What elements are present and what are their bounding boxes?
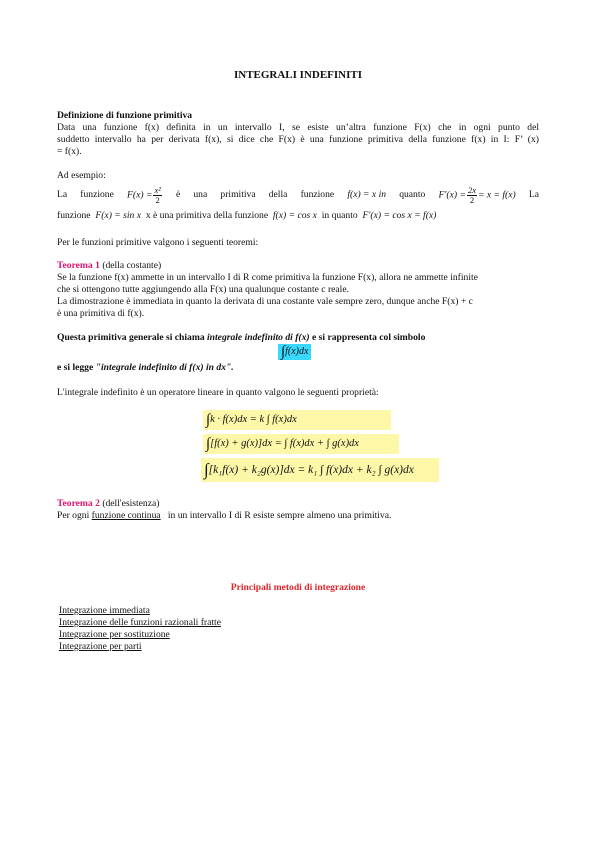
fraction-den: 2 <box>155 194 160 205</box>
integral-sign-icon: ∫ <box>281 344 286 360</box>
formula-3-text: [k₁f(x) + k₂g(x)]dx = k₁ ∫ f(x)dx + k₂ ∫ g(x)dx <box>208 464 414 476</box>
ex-word: quanto <box>399 189 426 201</box>
ex-Fp: F'(x) = cos x = f(x) <box>362 210 437 221</box>
integral-sign-icon: ∫ <box>206 412 211 428</box>
fraction-num: 2x <box>467 184 476 195</box>
theorem-2-label: Teorema 2 <box>57 498 100 509</box>
method-link-by-parts[interactable]: Integrazione per parti <box>59 641 142 652</box>
general-part-2: integrale indefinito di f(x) <box>207 332 310 343</box>
definition-line-2: suddetto intervallo ha per derivata f(x), si dice che F(x) è una funzione primitiva della funzione f(x) in I: F’ (x) <box>57 134 539 145</box>
theorem-1-line-3: La dimostrazione è immediata in quanto la derivata di una costante vale sempre zero, dunque anche F(x) + c <box>57 296 473 307</box>
ex-word: funzione <box>57 210 91 221</box>
ex-word: in quanto <box>321 210 358 221</box>
ex-word: della <box>268 189 288 201</box>
reads-b: "integrale indefinito di f(x) in dx". <box>95 362 234 373</box>
ex-word: funzione <box>300 189 335 201</box>
theorem-2-sub: (dell'esistenza) <box>102 498 160 509</box>
theorem-1-line-2: che si ottengono tutte aggiungendo alla F(x) una qualunque costante c reale. <box>57 284 349 295</box>
theorems-intro: Per le funzioni primitive valgono i seguenti teoremi: <box>57 237 259 248</box>
ex-math <box>127 186 163 205</box>
ex-word: La <box>528 189 539 201</box>
integral-sign-icon: ∫ <box>206 436 211 452</box>
ex-word: x è una primitiva della funzione <box>145 210 269 221</box>
ex-math <box>439 186 516 205</box>
formula-1 <box>203 410 391 430</box>
formula-3 <box>201 458 439 482</box>
theorem-1-line-4: è una primitiva di f(x). <box>57 308 145 319</box>
definition-line-1: Data una funzione f(x) definita in un intervallo I, se esiste un’altra funzione F(x) che in ogni punto del <box>57 122 539 133</box>
general-part-3: e si rappresenta col simbolo <box>309 332 426 343</box>
definition-line-3: = f(x). <box>57 146 82 157</box>
linear-operator-text: L'integrale indefinito è un operatore lineare in quanto valgono le seguenti proprietà: <box>57 387 379 398</box>
integral-symbol: f(x)dx <box>285 346 309 357</box>
example-label: Ad esempio: <box>57 170 106 181</box>
definition-heading: Definizione di funzione primitiva <box>57 110 193 121</box>
ex-eq: = x = f(x) <box>477 189 516 201</box>
reads-a: e si legge <box>57 362 96 373</box>
ex-word: La <box>57 189 68 201</box>
ex-word: una <box>193 189 208 201</box>
method-link-immediate[interactable]: Integrazione immediata <box>59 605 150 616</box>
ex-Fp: F'(x) = <box>438 189 466 201</box>
general-part-1: Questa primitiva generale si chiama <box>57 332 208 343</box>
formula-2-text: [f(x) + g(x)]dx = ∫ f(x)dx + ∫ g(x)dx <box>210 438 359 449</box>
ex-fx: f(x) = x in <box>347 189 387 201</box>
theorem-2-heading <box>57 498 539 510</box>
ex-F: F(x) = sin x <box>95 210 142 221</box>
method-link-rational[interactable]: Integrazione delle funzioni razionali fratte <box>59 617 221 628</box>
fraction-den: 2 <box>469 194 475 205</box>
method-link-substitution[interactable]: Integrazione per sostituzione <box>59 629 170 640</box>
example-row-2 <box>57 210 539 222</box>
fraction <box>467 186 477 205</box>
integral-symbol-box <box>278 344 311 360</box>
formula-1-text: k · f(x)dx = k ∫ f(x)dx <box>210 414 297 425</box>
theorem-1-label: Teorema 1 <box>57 260 100 271</box>
ex-word: primitiva <box>220 189 256 201</box>
theorem-2-line <box>57 510 539 522</box>
page-title: INTEGRALI INDEFINITI <box>233 69 363 81</box>
ex-word: è <box>175 189 181 201</box>
reads-line <box>57 362 539 374</box>
theorem-1-heading <box>57 260 539 272</box>
theorem-1-sub: (della costante) <box>102 260 162 271</box>
ex-fx: f(x) = cos x <box>272 210 317 221</box>
theorem-2-line-b: in un intervallo I di R esiste sempre almeno una primitiva. <box>160 510 392 521</box>
theorem-2-line-a: Per ogni <box>57 510 92 521</box>
integral-sign-icon: ∫ <box>204 460 209 479</box>
formula-2 <box>203 434 399 454</box>
ex-word: funzione <box>80 189 114 201</box>
fraction-num: x² <box>154 184 161 195</box>
continuous-function-link[interactable]: funzione continua <box>91 510 161 521</box>
theorem-1-line-1: Se la funzione f(x) ammette in un intervallo I di R come primitiva la funzione F(x), allora ne ammette infinite <box>57 272 478 283</box>
example-row-1 <box>57 182 539 208</box>
general-primitive-line <box>57 332 539 344</box>
fraction <box>153 186 161 205</box>
methods-heading: Principali metodi di integrazione <box>230 582 366 593</box>
ex-F: F(x) = <box>127 189 153 201</box>
